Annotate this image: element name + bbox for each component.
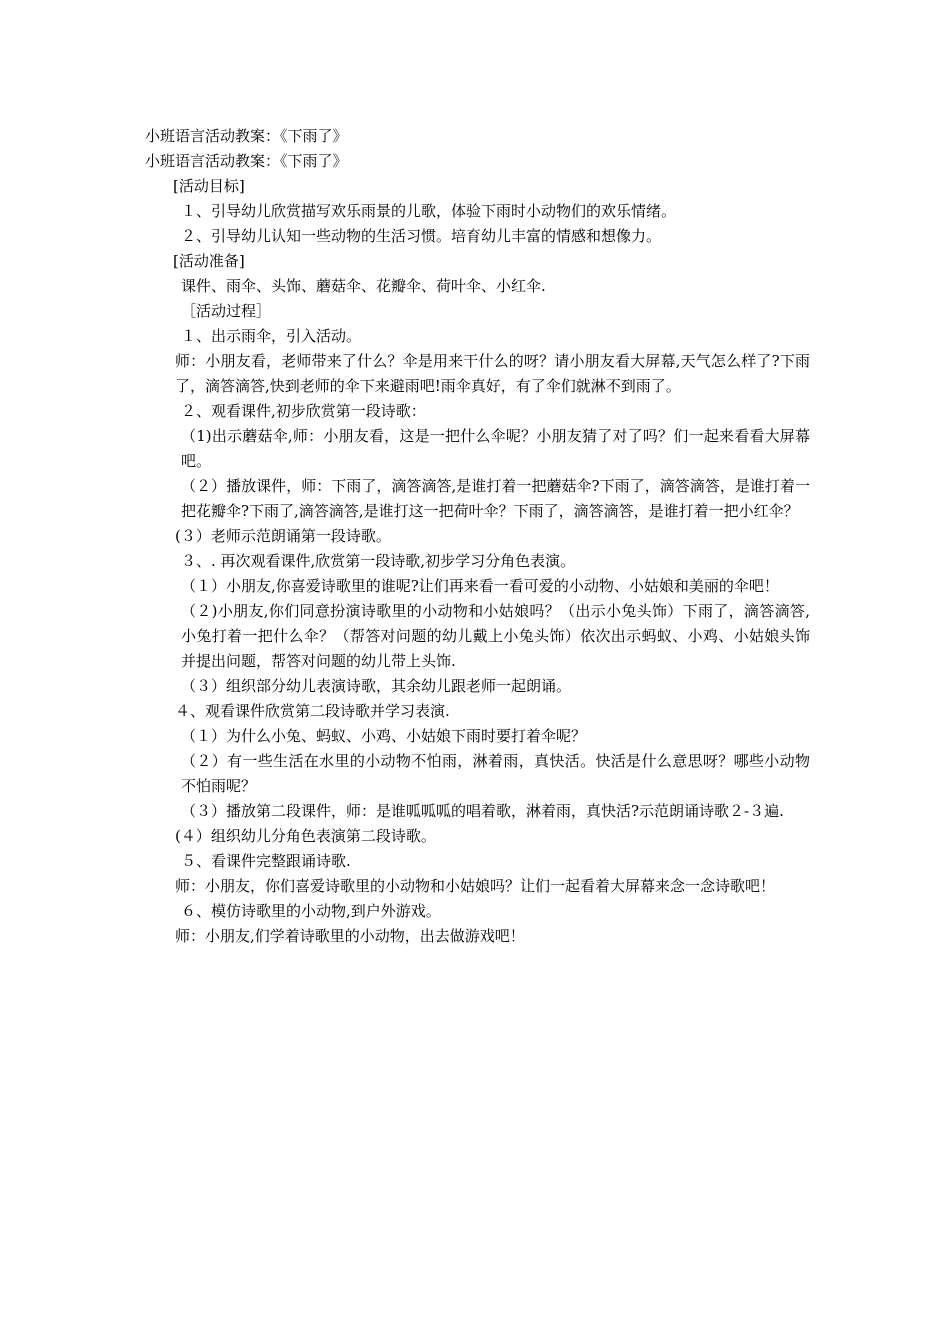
process-step: （１）为什么小兔、蚂蚁、小鸡、小姑娘下雨时要打着伞呢？ [181,727,587,745]
process-paragraph: （１）小朋友,你喜爱诗歌里的谁呢?让们再来看一看可爱的小动物、小姑娘和美丽的伞吧！ [181,577,779,595]
process-step: (３）老师示范朗诵第一段诗歌。 [175,527,391,545]
section-heading-process: ［活动过程］ [181,302,272,320]
section-heading-goals: [活动目标] [173,177,245,195]
process-step: 师：小朋友,们学着诗歌里的小动物，出去做游戏吧！ [175,927,525,945]
process-paragraph: （２)小朋友,你们同意扮演诗歌里的小动物和小姑娘吗？（出示小兔头饰）下雨了，滴答滴答,小兔打着一把什么伞？（帮答对问题的幼儿戴上小兔头饰）依次出示蚂蚁、小鸡、小姑娘头饰并提出问题，帮答对问题的幼儿带上头饰. [181,602,810,670]
goal-item: １、引导幼儿欣赏描写欢乐雨景的儿歌，体验下雨时小动物们的欢乐情绪。 [181,202,677,220]
process-paragraph: 师：小朋友看，老师带来了什么？伞是用来干什么的呀？请小朋友看大屏幕,天气怎么样了?下雨了，滴答滴答,快到老师的伞下来避雨吧!雨伞真好，有了伞们就淋不到雨了。 [175,352,810,395]
process-paragraph: 师：小朋友，你们喜爱诗歌里的小动物和小姑娘吗？让们一起看着大屏幕来念一念诗歌吧！ [175,877,776,895]
goal-item: ２、引导幼儿认知一些动物的生活习惯。培育幼儿丰富的情感和想像力。 [181,227,662,245]
section-heading-preparation: [活动准备] [173,252,245,270]
process-paragraph: （３）播放第二段课件，师：是谁呱呱呱的唱着歌，淋着雨，真快活?示范朗诵诗歌２-３遍. [181,802,784,820]
process-step: ３、. 再次观看课件,欣赏第一段诗歌,初步学习分角色表演。 [181,552,576,570]
process-paragraph: （２）有一些生活在水里的小动物不怕雨，淋着雨，真快活。快活是什么意思呀？哪些小动物不怕雨呢？ [181,752,810,795]
doc-title: 小班语言活动教案：《下雨了》 [145,127,348,145]
process-paragraph: （1)出示蘑菇伞,师：小朋友看，这是一把什么伞呢？小朋友猜了对了吗？们一起来看看大屏幕吧。 [181,427,810,470]
process-step: （３）组织部分幼儿表演诗歌，其余幼儿跟老师一起朗诵。 [181,677,572,695]
process-step: １、出示雨伞，引入活动。 [181,327,362,345]
process-paragraph: （２）播放课件，师：下雨了，滴答滴答,是谁打着一把蘑菇伞?下雨了，滴答滴答，是谁打着一把花瓣伞?下雨了,滴答滴答,是谁打这一把荷叶伞？下雨了，滴答滴答，是谁打着一把小红伞？ [181,477,810,520]
doc-title-repeat: 小班语言活动教案：《下雨了》 [145,152,348,170]
document-page [145,124,810,949]
process-step: (４）组织幼儿分角色表演第二段诗歌。 [175,827,436,845]
process-step: ５、看课件完整跟诵诗歌. [181,852,351,870]
preparation-text: 课件、雨伞、头饰、蘑菇伞、花瓣伞、荷叶伞、小红伞. [181,277,546,295]
process-step: ２、观看课件,初步欣赏第一段诗歌： [181,402,426,420]
process-step: ４、观看课件欣赏第二段诗歌并学习表演. [175,702,450,720]
process-step: ６、模仿诗歌里的小动物,到户外游戏。 [181,902,441,920]
